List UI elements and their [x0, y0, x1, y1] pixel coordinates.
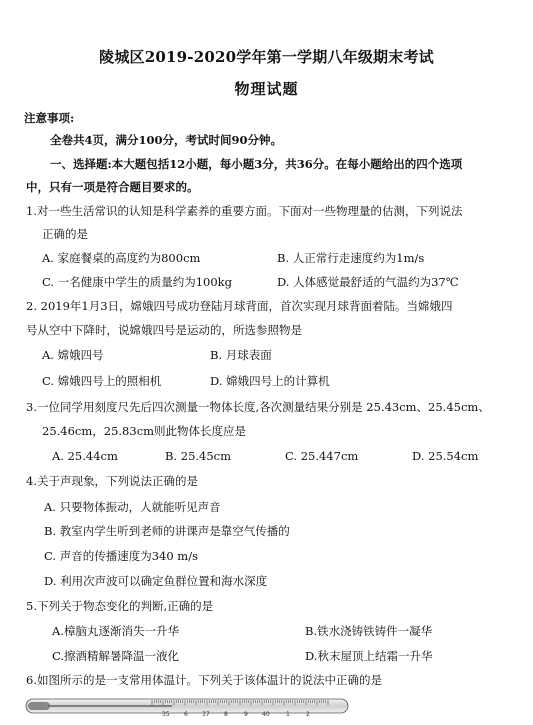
- scale-label-5: 9: [244, 711, 248, 718]
- thermometer-image: [22, 696, 352, 718]
- scale-label-4: 8: [224, 711, 228, 718]
- notice-line-1: 全卷共4页，满分100分，考试时间90分钟。: [50, 133, 283, 147]
- q4-option-c: C. 声音的传播速度为340 m/s: [44, 549, 198, 563]
- q1-stem-line-1: 1.对一些生活常识的认知是科学素养的重要方面。下面对一些物理量的估测，下列说法: [26, 204, 463, 218]
- section-instructions-1: 一、选择题:本大题包括12小题，每小题3分，共36分。在每小题给出的四个选项: [50, 157, 463, 171]
- q3-option-a: A. 25.44cm: [52, 449, 118, 463]
- scale-label-7: 1: [286, 711, 290, 718]
- q6-stem: 6.如图所示的是一支常用体温计。下列关于该体温计的说法中正确的是: [26, 673, 382, 687]
- q3-stem-line-1: 3.一位同学用刻度尺先后四次测量一物体长度,各次测量结果分别是 25.43cm、25.45cm、: [26, 400, 490, 414]
- q4-option-a: A. 只要物体振动，人就能听见声音: [44, 500, 221, 514]
- scale-label-1: 35: [162, 711, 170, 718]
- notice-heading: 注意事项:: [24, 111, 75, 125]
- q3-stem-line-2: 25.46cm，25.83cm则此物体长度应是: [42, 424, 247, 438]
- q3-option-d: D. 25.54cm: [412, 449, 479, 463]
- q4-option-b: B. 教室内学生听到老师的讲课声是靠空气传播的: [44, 524, 290, 538]
- q1-stem-line-2: 正确的是: [42, 227, 88, 241]
- scale-label-3: 37: [202, 711, 210, 718]
- q2-option-a: A. 嫦娥四号: [42, 348, 104, 362]
- q2-option-b: B. 月球表面: [210, 348, 272, 362]
- q5-stem: 5.下列关于物态变化的判断,正确的是: [26, 599, 214, 613]
- scale-label-6: 40: [262, 711, 270, 718]
- q5-option-a: A.樟脑丸逐渐消失一升华: [52, 624, 179, 638]
- scale-label-8: 2: [306, 711, 310, 718]
- q5-option-b: B.铁水浇铸铁铸件一凝华: [305, 624, 433, 638]
- q4-option-d: D. 利用次声波可以确定鱼群位置和海水深度: [44, 574, 268, 588]
- q1-option-c: C. 一名健康中学生的质量约为100kg: [42, 275, 232, 289]
- q2-stem-line-1: 2. 2019年1月3日，嫦娥四号成功登陆月球背面，首次实现月球背面着陆。当嫦娥四: [26, 299, 453, 313]
- exam-subtitle: 物理试题: [234, 80, 299, 98]
- thermometer-bulb: [28, 702, 50, 710]
- q3-option-c: C. 25.447cm: [285, 449, 359, 463]
- q1-option-d: D. 人体感觉最舒适的气温约为37℃: [277, 275, 459, 289]
- q4-stem: 4.关于声现象，下列说法正确的是: [26, 474, 198, 488]
- q2-option-c: C. 嫦娥四号上的照相机: [42, 374, 162, 388]
- q5-option-c: C.擦酒精解暑降温一液化: [52, 649, 180, 663]
- q3-option-b: B. 25.45cm: [165, 449, 232, 463]
- q2-option-d: D. 嫦娥四号上的计算机: [210, 374, 330, 388]
- exam-title: 陵城区2019-2020学年第一学期八年级期末考试: [99, 48, 434, 66]
- q1-option-b: B. 人正常行走速度约为1m/s: [277, 251, 425, 265]
- q5-option-d: D.秋末屋顶上结霜一升华: [305, 649, 433, 663]
- q1-option-a: A. 家庭餐桌的高度约为800cm: [42, 251, 201, 265]
- q2-stem-line-2: 号从空中下降时，说嫦娥四号是运动的，所选参照物是: [26, 323, 302, 337]
- section-instructions-2: 中，只有一项是符合题目要求的。: [26, 180, 199, 194]
- scale-label-2: 6: [184, 711, 188, 718]
